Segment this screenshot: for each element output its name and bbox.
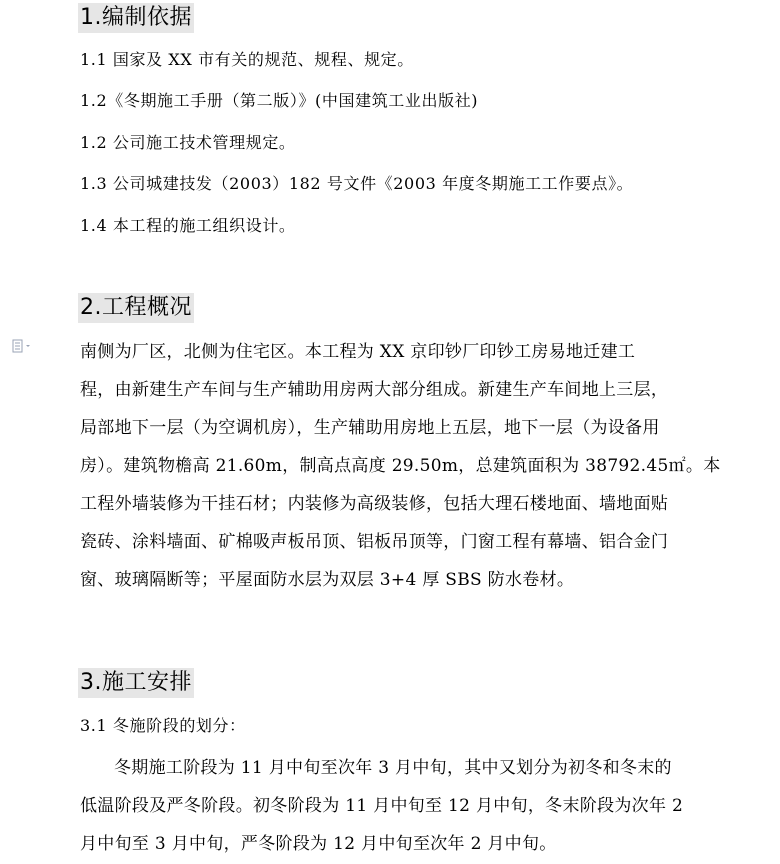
basis-item-5: 1.4 本工程的施工组织设计。 — [80, 216, 296, 235]
basis-item-2: 1.2《冬期施工手册（第二版）》(中国建筑工业出版社) — [80, 91, 479, 110]
basis-item-4: 1.3 公司城建技发（2003）182 号文件《2003 年度冬期施工工作要点》。 — [80, 174, 634, 193]
basis-item-3: 1.2 公司施工技术管理规定。 — [80, 133, 296, 152]
overview-line: 工程外墙装修为干挂石材；内装修为高级装修，包括大理石楼地面、墙地面贴 — [80, 494, 669, 514]
overview-line: 程，由新建生产车间与生产辅助用房两大部分组成。新建生产车间地上三层， — [80, 380, 669, 400]
paragraph-style-icon[interactable] — [12, 339, 38, 353]
overview-line: 窗、玻璃隔断等；平屋面防水层为双层 3+4 厚 SBS 防水卷材。 — [80, 570, 575, 590]
section-3-heading: 3.施工安排 — [78, 668, 194, 698]
overview-line: 南侧为厂区，北侧为住宅区。本工程为 XX 京印钞厂印钞工房易地迁建工 — [80, 342, 636, 362]
schedule-line: 冬期施工阶段为 11 月中旬至次年 3 月中旬，其中又划分为初冬和冬末的 — [114, 758, 672, 778]
overview-line: 瓷砖、涂料墙面、矿棉吸声板吊顶、铝板吊顶等，门窗工程有幕墙、铝合金门 — [80, 532, 669, 552]
subsection-3-1-heading: 3.1 冬施阶段的划分： — [80, 716, 246, 735]
section-1-heading: 1.编制依据 — [78, 3, 194, 33]
overview-line: 房）。建筑物檐高 21.60m，制高点高度 29.50m，总建筑面积为 38792.45㎡。本 — [80, 456, 721, 476]
section-2-heading: 2.工程概况 — [78, 293, 194, 323]
overview-line: 局部地下一层（为空调机房），生产辅助用房地上五层，地下一层（为设备用 — [80, 418, 660, 438]
schedule-paragraph — [80, 749, 720, 863]
schedule-line: 月中旬至 3 月中旬，严冬阶段为 12 月中旬至次年 2 月中旬。 — [80, 834, 557, 854]
overview-paragraph — [80, 333, 720, 599]
basis-item-1: 1.1 国家及 XX 市有关的规范、规程、规定。 — [80, 50, 414, 69]
schedule-line: 低温阶段及严冬阶段。初冬阶段为 11 月中旬至 12 月中旬，冬末阶段为次年 2 — [80, 796, 684, 816]
